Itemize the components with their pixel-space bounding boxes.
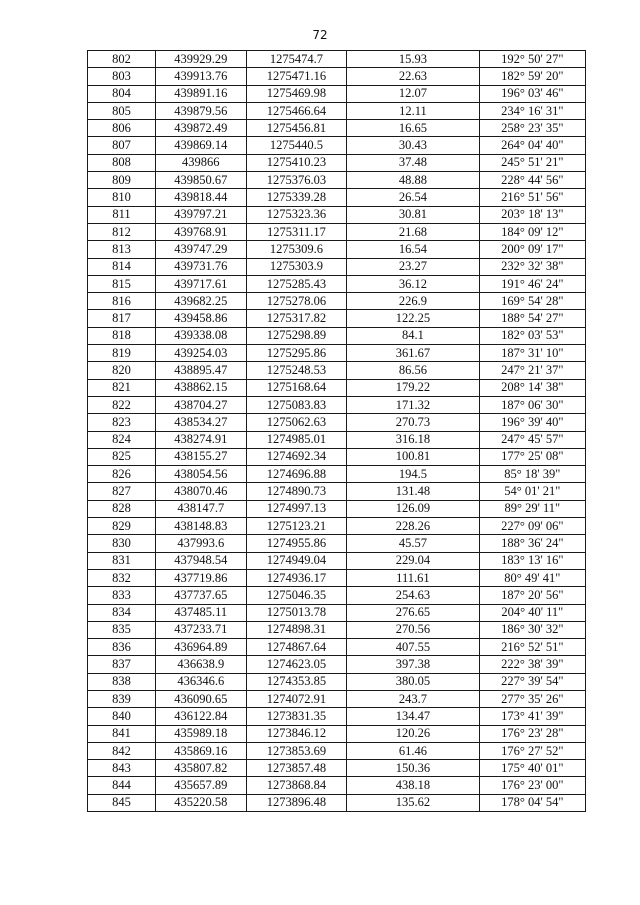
distance-cell: 134.47 xyxy=(347,708,480,725)
bearing-cell: 187° 06' 30" xyxy=(479,396,585,413)
point-number-cell: 813 xyxy=(88,241,156,258)
y-coordinate-cell: 1275376.03 xyxy=(246,172,346,189)
y-coordinate-cell: 1274867.64 xyxy=(246,639,346,656)
distance-cell: 37.48 xyxy=(347,154,480,171)
table-row xyxy=(88,275,586,292)
point-number-cell: 833 xyxy=(88,587,156,604)
point-number-cell: 832 xyxy=(88,569,156,586)
table-row xyxy=(88,552,586,569)
bearing-cell: 80° 49' 41" xyxy=(479,569,585,586)
table-row xyxy=(88,241,586,258)
distance-cell: 84.1 xyxy=(347,327,480,344)
bearing-cell: 187° 20' 56" xyxy=(479,587,585,604)
y-coordinate-cell: 1275013.78 xyxy=(246,604,346,621)
point-number-cell: 828 xyxy=(88,500,156,517)
bearing-cell: 169° 54' 28" xyxy=(479,293,585,310)
bearing-cell: 188° 36' 24" xyxy=(479,535,585,552)
bearing-cell: 208° 14' 38" xyxy=(479,379,585,396)
point-number-cell: 842 xyxy=(88,742,156,759)
bearing-cell: 176° 27' 52" xyxy=(479,742,585,759)
distance-cell: 16.65 xyxy=(347,120,480,137)
distance-cell: 120.26 xyxy=(347,725,480,742)
table-row xyxy=(88,51,586,68)
table-row xyxy=(88,673,586,690)
x-coordinate-cell: 437993.6 xyxy=(155,535,246,552)
coordinate-table xyxy=(87,50,586,812)
y-coordinate-cell: 1273831.35 xyxy=(246,708,346,725)
bearing-cell: 186° 30' 32" xyxy=(479,621,585,638)
point-number-cell: 835 xyxy=(88,621,156,638)
point-number-cell: 803 xyxy=(88,68,156,85)
y-coordinate-cell: 1275410.23 xyxy=(246,154,346,171)
bearing-cell: 228° 44' 56" xyxy=(479,172,585,189)
table-row xyxy=(88,154,586,171)
point-number-cell: 829 xyxy=(88,518,156,535)
point-number-cell: 811 xyxy=(88,206,156,223)
point-number-cell: 815 xyxy=(88,275,156,292)
distance-cell: 171.32 xyxy=(347,396,480,413)
distance-cell: 26.54 xyxy=(347,189,480,206)
table-row xyxy=(88,760,586,777)
bearing-cell: 176° 23' 00" xyxy=(479,777,585,794)
x-coordinate-cell: 435869.16 xyxy=(155,742,246,759)
x-coordinate-cell: 435807.82 xyxy=(155,760,246,777)
point-number-cell: 836 xyxy=(88,639,156,656)
y-coordinate-cell: 1274623.05 xyxy=(246,656,346,673)
x-coordinate-cell: 435657.89 xyxy=(155,777,246,794)
x-coordinate-cell: 439338.08 xyxy=(155,327,246,344)
point-number-cell: 802 xyxy=(88,51,156,68)
page-number: 72 xyxy=(312,28,328,42)
x-coordinate-cell: 438704.27 xyxy=(155,396,246,413)
table-row xyxy=(88,85,586,102)
table-row xyxy=(88,362,586,379)
bearing-cell: 247° 45' 57" xyxy=(479,431,585,448)
point-number-cell: 826 xyxy=(88,466,156,483)
distance-cell: 316.18 xyxy=(347,431,480,448)
x-coordinate-cell: 439913.76 xyxy=(155,68,246,85)
point-number-cell: 816 xyxy=(88,293,156,310)
distance-cell: 30.81 xyxy=(347,206,480,223)
distance-cell: 229.04 xyxy=(347,552,480,569)
point-number-cell: 841 xyxy=(88,725,156,742)
x-coordinate-cell: 438274.91 xyxy=(155,431,246,448)
y-coordinate-cell: 1273857.48 xyxy=(246,760,346,777)
table-row xyxy=(88,137,586,154)
x-coordinate-cell: 439891.16 xyxy=(155,85,246,102)
table-row xyxy=(88,448,586,465)
distance-cell: 48.88 xyxy=(347,172,480,189)
y-coordinate-cell: 1275168.64 xyxy=(246,379,346,396)
bearing-cell: 54° 01' 21" xyxy=(479,483,585,500)
y-coordinate-cell: 1275323.36 xyxy=(246,206,346,223)
y-coordinate-cell: 1275248.53 xyxy=(246,362,346,379)
table-row xyxy=(88,327,586,344)
table-row xyxy=(88,587,586,604)
point-number-cell: 821 xyxy=(88,379,156,396)
point-number-cell: 804 xyxy=(88,85,156,102)
y-coordinate-cell: 1275285.43 xyxy=(246,275,346,292)
y-coordinate-cell: 1274692.34 xyxy=(246,448,346,465)
x-coordinate-cell: 436122.84 xyxy=(155,708,246,725)
distance-cell: 126.09 xyxy=(347,500,480,517)
bearing-cell: 89° 29' 11" xyxy=(479,500,585,517)
table-row xyxy=(88,569,586,586)
y-coordinate-cell: 1275083.83 xyxy=(246,396,346,413)
distance-cell: 21.68 xyxy=(347,223,480,240)
bearing-cell: 176° 23' 28" xyxy=(479,725,585,742)
table-row xyxy=(88,518,586,535)
distance-cell: 243.7 xyxy=(347,690,480,707)
table-row xyxy=(88,258,586,275)
point-number-cell: 843 xyxy=(88,760,156,777)
table-row xyxy=(88,794,586,811)
x-coordinate-cell: 438054.56 xyxy=(155,466,246,483)
point-number-cell: 809 xyxy=(88,172,156,189)
y-coordinate-cell: 1275298.89 xyxy=(246,327,346,344)
distance-cell: 12.11 xyxy=(347,102,480,119)
bearing-cell: 200° 09' 17" xyxy=(479,241,585,258)
x-coordinate-cell: 439458.86 xyxy=(155,310,246,327)
y-coordinate-cell: 1274955.86 xyxy=(246,535,346,552)
point-number-cell: 831 xyxy=(88,552,156,569)
point-number-cell: 830 xyxy=(88,535,156,552)
y-coordinate-cell: 1274985.01 xyxy=(246,431,346,448)
table-row xyxy=(88,690,586,707)
distance-cell: 380.05 xyxy=(347,673,480,690)
table-row xyxy=(88,431,586,448)
point-number-cell: 840 xyxy=(88,708,156,725)
point-number-cell: 807 xyxy=(88,137,156,154)
x-coordinate-cell: 439929.29 xyxy=(155,51,246,68)
y-coordinate-cell: 1273868.84 xyxy=(246,777,346,794)
point-number-cell: 834 xyxy=(88,604,156,621)
distance-cell: 45.57 xyxy=(347,535,480,552)
distance-cell: 270.56 xyxy=(347,621,480,638)
table-row xyxy=(88,621,586,638)
y-coordinate-cell: 1273896.48 xyxy=(246,794,346,811)
y-coordinate-cell: 1275317.82 xyxy=(246,310,346,327)
bearing-cell: 232° 32' 38" xyxy=(479,258,585,275)
point-number-cell: 812 xyxy=(88,223,156,240)
y-coordinate-cell: 1274072.91 xyxy=(246,690,346,707)
x-coordinate-cell: 438895.47 xyxy=(155,362,246,379)
table-row xyxy=(88,535,586,552)
y-coordinate-cell: 1274898.31 xyxy=(246,621,346,638)
x-coordinate-cell: 439768.91 xyxy=(155,223,246,240)
bearing-cell: 196° 39' 40" xyxy=(479,414,585,431)
bearing-cell: 187° 31' 10" xyxy=(479,345,585,362)
x-coordinate-cell: 439254.03 xyxy=(155,345,246,362)
table-row xyxy=(88,396,586,413)
bearing-cell: 192° 50' 27" xyxy=(479,51,585,68)
distance-cell: 179.22 xyxy=(347,379,480,396)
y-coordinate-cell: 1275311.17 xyxy=(246,223,346,240)
table-row xyxy=(88,725,586,742)
point-number-cell: 814 xyxy=(88,258,156,275)
point-number-cell: 806 xyxy=(88,120,156,137)
bearing-cell: 204° 40' 11" xyxy=(479,604,585,621)
table-row xyxy=(88,604,586,621)
table-row xyxy=(88,777,586,794)
point-number-cell: 827 xyxy=(88,483,156,500)
table-row xyxy=(88,172,586,189)
bearing-cell: 191° 46' 24" xyxy=(479,275,585,292)
x-coordinate-cell: 439797.21 xyxy=(155,206,246,223)
distance-cell: 131.48 xyxy=(347,483,480,500)
table-body xyxy=(88,51,586,812)
point-number-cell: 839 xyxy=(88,690,156,707)
y-coordinate-cell: 1274353.85 xyxy=(246,673,346,690)
y-coordinate-cell: 1274997.13 xyxy=(246,500,346,517)
x-coordinate-cell: 438155.27 xyxy=(155,448,246,465)
table-row xyxy=(88,639,586,656)
distance-cell: 150.36 xyxy=(347,760,480,777)
bearing-cell: 245° 51' 21" xyxy=(479,154,585,171)
distance-cell: 397.38 xyxy=(347,656,480,673)
table-row xyxy=(88,293,586,310)
x-coordinate-cell: 436964.89 xyxy=(155,639,246,656)
distance-cell: 270.73 xyxy=(347,414,480,431)
distance-cell: 122.25 xyxy=(347,310,480,327)
bearing-cell: 203° 18' 13" xyxy=(479,206,585,223)
point-number-cell: 845 xyxy=(88,794,156,811)
x-coordinate-cell: 438534.27 xyxy=(155,414,246,431)
bearing-cell: 247° 21' 37" xyxy=(479,362,585,379)
table-row xyxy=(88,483,586,500)
bearing-cell: 178° 04' 54" xyxy=(479,794,585,811)
distance-cell: 30.43 xyxy=(347,137,480,154)
y-coordinate-cell: 1275309.6 xyxy=(246,241,346,258)
distance-cell: 438.18 xyxy=(347,777,480,794)
point-number-cell: 844 xyxy=(88,777,156,794)
x-coordinate-cell: 438070.46 xyxy=(155,483,246,500)
point-number-cell: 837 xyxy=(88,656,156,673)
bearing-cell: 227° 09' 06" xyxy=(479,518,585,535)
distance-cell: 16.54 xyxy=(347,241,480,258)
bearing-cell: 234° 16' 31" xyxy=(479,102,585,119)
distance-cell: 15.93 xyxy=(347,51,480,68)
y-coordinate-cell: 1274936.17 xyxy=(246,569,346,586)
x-coordinate-cell: 439866 xyxy=(155,154,246,171)
bearing-cell: 264° 04' 40" xyxy=(479,137,585,154)
x-coordinate-cell: 438148.83 xyxy=(155,518,246,535)
y-coordinate-cell: 1273853.69 xyxy=(246,742,346,759)
distance-cell: 407.55 xyxy=(347,639,480,656)
bearing-cell: 184° 09' 12" xyxy=(479,223,585,240)
distance-cell: 194.5 xyxy=(347,466,480,483)
point-number-cell: 822 xyxy=(88,396,156,413)
distance-cell: 100.81 xyxy=(347,448,480,465)
y-coordinate-cell: 1274949.04 xyxy=(246,552,346,569)
x-coordinate-cell: 436090.65 xyxy=(155,690,246,707)
table-row xyxy=(88,68,586,85)
point-number-cell: 808 xyxy=(88,154,156,171)
table-row xyxy=(88,189,586,206)
x-coordinate-cell: 437233.71 xyxy=(155,621,246,638)
point-number-cell: 810 xyxy=(88,189,156,206)
y-coordinate-cell: 1275339.28 xyxy=(246,189,346,206)
table-row xyxy=(88,379,586,396)
point-number-cell: 838 xyxy=(88,673,156,690)
x-coordinate-cell: 439872.49 xyxy=(155,120,246,137)
distance-cell: 361.67 xyxy=(347,345,480,362)
x-coordinate-cell: 438862.15 xyxy=(155,379,246,396)
bearing-cell: 182° 59' 20" xyxy=(479,68,585,85)
y-coordinate-cell: 1275303.9 xyxy=(246,258,346,275)
distance-cell: 276.65 xyxy=(347,604,480,621)
x-coordinate-cell: 439717.61 xyxy=(155,275,246,292)
distance-cell: 86.56 xyxy=(347,362,480,379)
x-coordinate-cell: 439731.76 xyxy=(155,258,246,275)
y-coordinate-cell: 1275046.35 xyxy=(246,587,346,604)
x-coordinate-cell: 439747.29 xyxy=(155,241,246,258)
bearing-cell: 177° 25' 08" xyxy=(479,448,585,465)
x-coordinate-cell: 439818.44 xyxy=(155,189,246,206)
table-row xyxy=(88,120,586,137)
distance-cell: 12.07 xyxy=(347,85,480,102)
y-coordinate-cell: 1275440.5 xyxy=(246,137,346,154)
bearing-cell: 216° 52' 51" xyxy=(479,639,585,656)
y-coordinate-cell: 1275062.63 xyxy=(246,414,346,431)
bearing-cell: 258° 23' 35" xyxy=(479,120,585,137)
table-row xyxy=(88,500,586,517)
x-coordinate-cell: 436638.9 xyxy=(155,656,246,673)
point-number-cell: 819 xyxy=(88,345,156,362)
point-number-cell: 817 xyxy=(88,310,156,327)
y-coordinate-cell: 1275466.64 xyxy=(246,102,346,119)
y-coordinate-cell: 1273846.12 xyxy=(246,725,346,742)
table-row xyxy=(88,345,586,362)
bearing-cell: 277° 35' 26" xyxy=(479,690,585,707)
table-row xyxy=(88,414,586,431)
y-coordinate-cell: 1275295.86 xyxy=(246,345,346,362)
distance-cell: 135.62 xyxy=(347,794,480,811)
distance-cell: 254.63 xyxy=(347,587,480,604)
x-coordinate-cell: 435220.58 xyxy=(155,794,246,811)
x-coordinate-cell: 439682.25 xyxy=(155,293,246,310)
bearing-cell: 188° 54' 27" xyxy=(479,310,585,327)
y-coordinate-cell: 1275469.98 xyxy=(246,85,346,102)
distance-cell: 23.27 xyxy=(347,258,480,275)
bearing-cell: 216° 51' 56" xyxy=(479,189,585,206)
x-coordinate-cell: 439869.14 xyxy=(155,137,246,154)
bearing-cell: 175° 40' 01" xyxy=(479,760,585,777)
y-coordinate-cell: 1274890.73 xyxy=(246,483,346,500)
bearing-cell: 227° 39' 54" xyxy=(479,673,585,690)
y-coordinate-cell: 1274696.88 xyxy=(246,466,346,483)
distance-cell: 22.63 xyxy=(347,68,480,85)
x-coordinate-cell: 439850.67 xyxy=(155,172,246,189)
y-coordinate-cell: 1275471.16 xyxy=(246,68,346,85)
point-number-cell: 825 xyxy=(88,448,156,465)
table-row xyxy=(88,466,586,483)
x-coordinate-cell: 439879.56 xyxy=(155,102,246,119)
distance-cell: 36.12 xyxy=(347,275,480,292)
x-coordinate-cell: 435989.18 xyxy=(155,725,246,742)
y-coordinate-cell: 1275278.06 xyxy=(246,293,346,310)
y-coordinate-cell: 1275474.7 xyxy=(246,51,346,68)
x-coordinate-cell: 436346.6 xyxy=(155,673,246,690)
x-coordinate-cell: 437948.54 xyxy=(155,552,246,569)
x-coordinate-cell: 438147.7 xyxy=(155,500,246,517)
distance-cell: 228.26 xyxy=(347,518,480,535)
y-coordinate-cell: 1275456.81 xyxy=(246,120,346,137)
x-coordinate-cell: 437737.65 xyxy=(155,587,246,604)
table-row xyxy=(88,223,586,240)
table-row xyxy=(88,206,586,223)
distance-cell: 111.61 xyxy=(347,569,480,586)
point-number-cell: 824 xyxy=(88,431,156,448)
point-number-cell: 818 xyxy=(88,327,156,344)
table-row xyxy=(88,656,586,673)
distance-cell: 226.9 xyxy=(347,293,480,310)
distance-cell: 61.46 xyxy=(347,742,480,759)
x-coordinate-cell: 437485.11 xyxy=(155,604,246,621)
table-row xyxy=(88,708,586,725)
table-row xyxy=(88,742,586,759)
point-number-cell: 820 xyxy=(88,362,156,379)
point-number-cell: 805 xyxy=(88,102,156,119)
bearing-cell: 222° 38' 39" xyxy=(479,656,585,673)
bearing-cell: 183° 13' 16" xyxy=(479,552,585,569)
x-coordinate-cell: 437719.86 xyxy=(155,569,246,586)
bearing-cell: 182° 03' 53" xyxy=(479,327,585,344)
table-row xyxy=(88,102,586,119)
y-coordinate-cell: 1275123.21 xyxy=(246,518,346,535)
table-row xyxy=(88,310,586,327)
bearing-cell: 85° 18' 39" xyxy=(479,466,585,483)
point-number-cell: 823 xyxy=(88,414,156,431)
bearing-cell: 173° 41' 39" xyxy=(479,708,585,725)
bearing-cell: 196° 03' 46" xyxy=(479,85,585,102)
